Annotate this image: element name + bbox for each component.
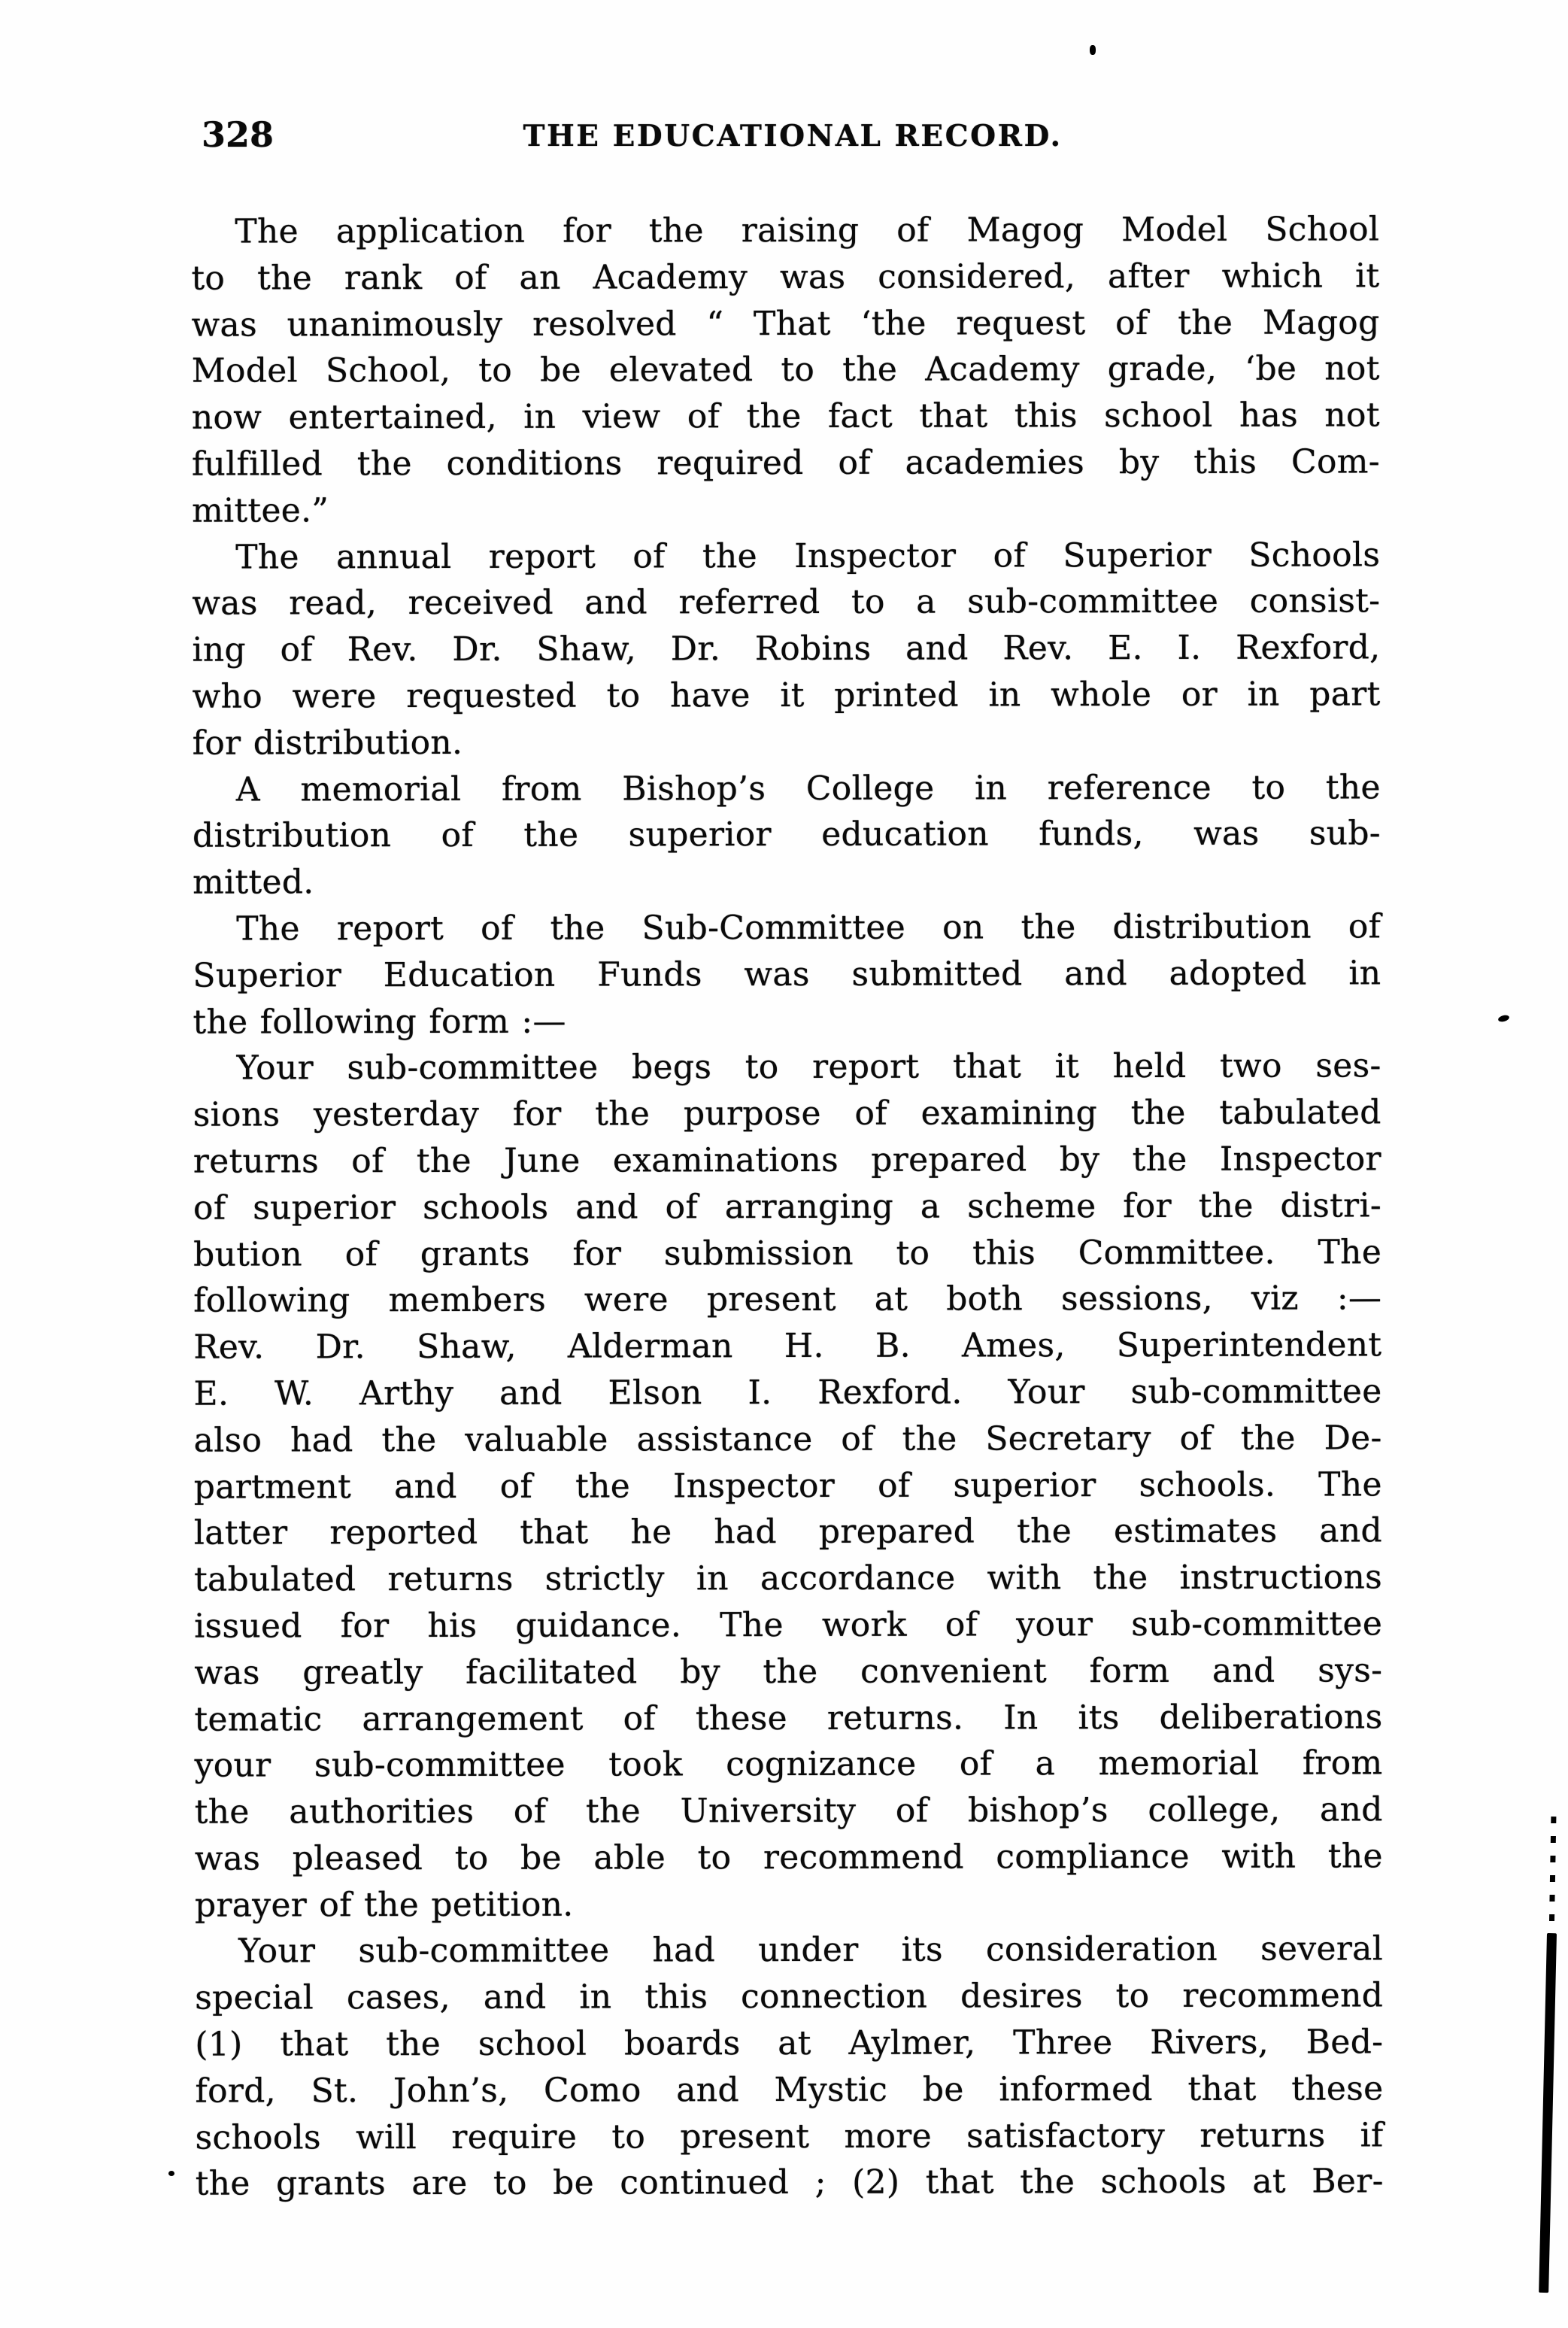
scan-artifact-streak — [1539, 1933, 1557, 2293]
scan-speck — [1090, 45, 1096, 55]
text-line: tematic arrangement of these returns. In its deliberations — [194, 1697, 1383, 1739]
text-line: The report of the Sub-Committee on the distribution of — [236, 907, 1381, 949]
text-line: to the rank of an Academy was considered, after which it — [191, 256, 1380, 298]
text-line: special cases, and in this connection desires to recommend — [195, 1976, 1384, 2017]
text-line: schools will require to present more satisfactory returns if — [195, 2116, 1384, 2157]
running-header: THE EDUCATIONAL RECORD. — [523, 119, 1063, 153]
paragraph — [193, 764, 1381, 906]
text-line: sions yesterday for the purpose of examining the tabulated — [193, 1093, 1381, 1134]
text-line: A memorial from Bishop’s College in reference to the — [235, 767, 1381, 809]
text-line: E. W. Arthy and Elson I. Rexford. Your sub-committee — [193, 1372, 1382, 1413]
text-line: issued for his guidance. The work of your sub-committee — [194, 1604, 1383, 1646]
text-line: was read, received and referred to a sub-committee consist- — [192, 581, 1381, 624]
text-line: now entertained, in view of the fact that this school has not — [191, 396, 1380, 437]
text-line: also had the valuable assistance of the Secretary of the De- — [193, 1419, 1382, 1460]
text-line: bution of grants for submission to this Committee. The — [193, 1232, 1382, 1274]
text-line: Rev. Dr. Shaw, Alderman H. B. Ames, Superintendent — [193, 1325, 1382, 1367]
text-line: tabulated returns strictly in accordance with the instructions — [193, 1558, 1383, 1599]
text-line: The annual report of the Inspector of Superior Schools — [235, 535, 1381, 577]
scan-artifact-streak-dotted — [1549, 1817, 1557, 1938]
text-line: for distribution. — [192, 723, 463, 763]
scan-speck — [1497, 1014, 1510, 1023]
page-header — [202, 114, 1384, 156]
text-line: Your sub-committee had under its consideration several — [238, 1929, 1384, 1971]
text-line: the grants are to be continued ; (2) that the schools at Ber- — [195, 2162, 1384, 2204]
text-line: was pleased to be able to recommend compliance with the — [194, 1837, 1383, 1878]
text-line: The application for the raising of Magog Model School — [235, 210, 1380, 251]
paragraph — [192, 532, 1381, 766]
page-number: 328 — [202, 114, 274, 155]
text-line: was unanimously resolved “ That ‘the request of the Magog — [191, 302, 1380, 344]
text-line: (1) that the school boards at Aylmer, Three Rivers, Bed- — [195, 2023, 1384, 2064]
text-line: was greatly facilitated by the convenient form and sys- — [194, 1651, 1383, 1692]
text-line: following members were present at both sessions, viz :— — [193, 1279, 1382, 1320]
text-line: the authorities of the University of bishop’s college, and — [194, 1790, 1383, 1832]
text-line: ford, St. John’s, Como and Mystic be informed that these — [195, 2069, 1384, 2111]
paragraph — [191, 206, 1380, 534]
text-line: partment and of the Inspector of superior schools. The — [193, 1464, 1382, 1507]
text-line: latter reported that he had prepared the estimates and — [193, 1511, 1382, 1553]
paragraph — [193, 1043, 1383, 1929]
text-line: ing of Rev. Dr. Shaw, Dr. Robins and Rev. E. I. Rexford, — [192, 628, 1381, 669]
paragraph — [195, 1926, 1384, 2208]
text-line: the following form :— — [193, 1002, 566, 1042]
scan-speck — [168, 2171, 174, 2176]
text-line: prayer of the petition. — [194, 1885, 574, 1925]
text-line: Superior Education Funds was submitted and adopted in — [193, 954, 1381, 995]
text-line: mitted. — [193, 863, 314, 902]
text-line: distribution of the superior education funds, was sub- — [192, 814, 1381, 856]
text-line: Your sub-committee begs to report that it held two ses- — [236, 1046, 1381, 1088]
paragraph — [193, 903, 1381, 1046]
text-line: who were requested to have it printed in whole or in part — [192, 675, 1381, 716]
text-line: mittee.” — [192, 491, 329, 530]
body-text — [191, 206, 1384, 2208]
text-line: your sub-committee took cognizance of a memorial from — [194, 1744, 1383, 1785]
text-line: fulfilled the conditions required of academies by this Com- — [191, 442, 1380, 484]
text-line: Model School, to be elevated to the Academy grade, ‘be not — [191, 349, 1380, 391]
text-line: returns of the June examinations prepared by the Inspector — [193, 1140, 1381, 1181]
text-line: of superior schools and of arranging a scheme for the distri- — [193, 1186, 1382, 1228]
